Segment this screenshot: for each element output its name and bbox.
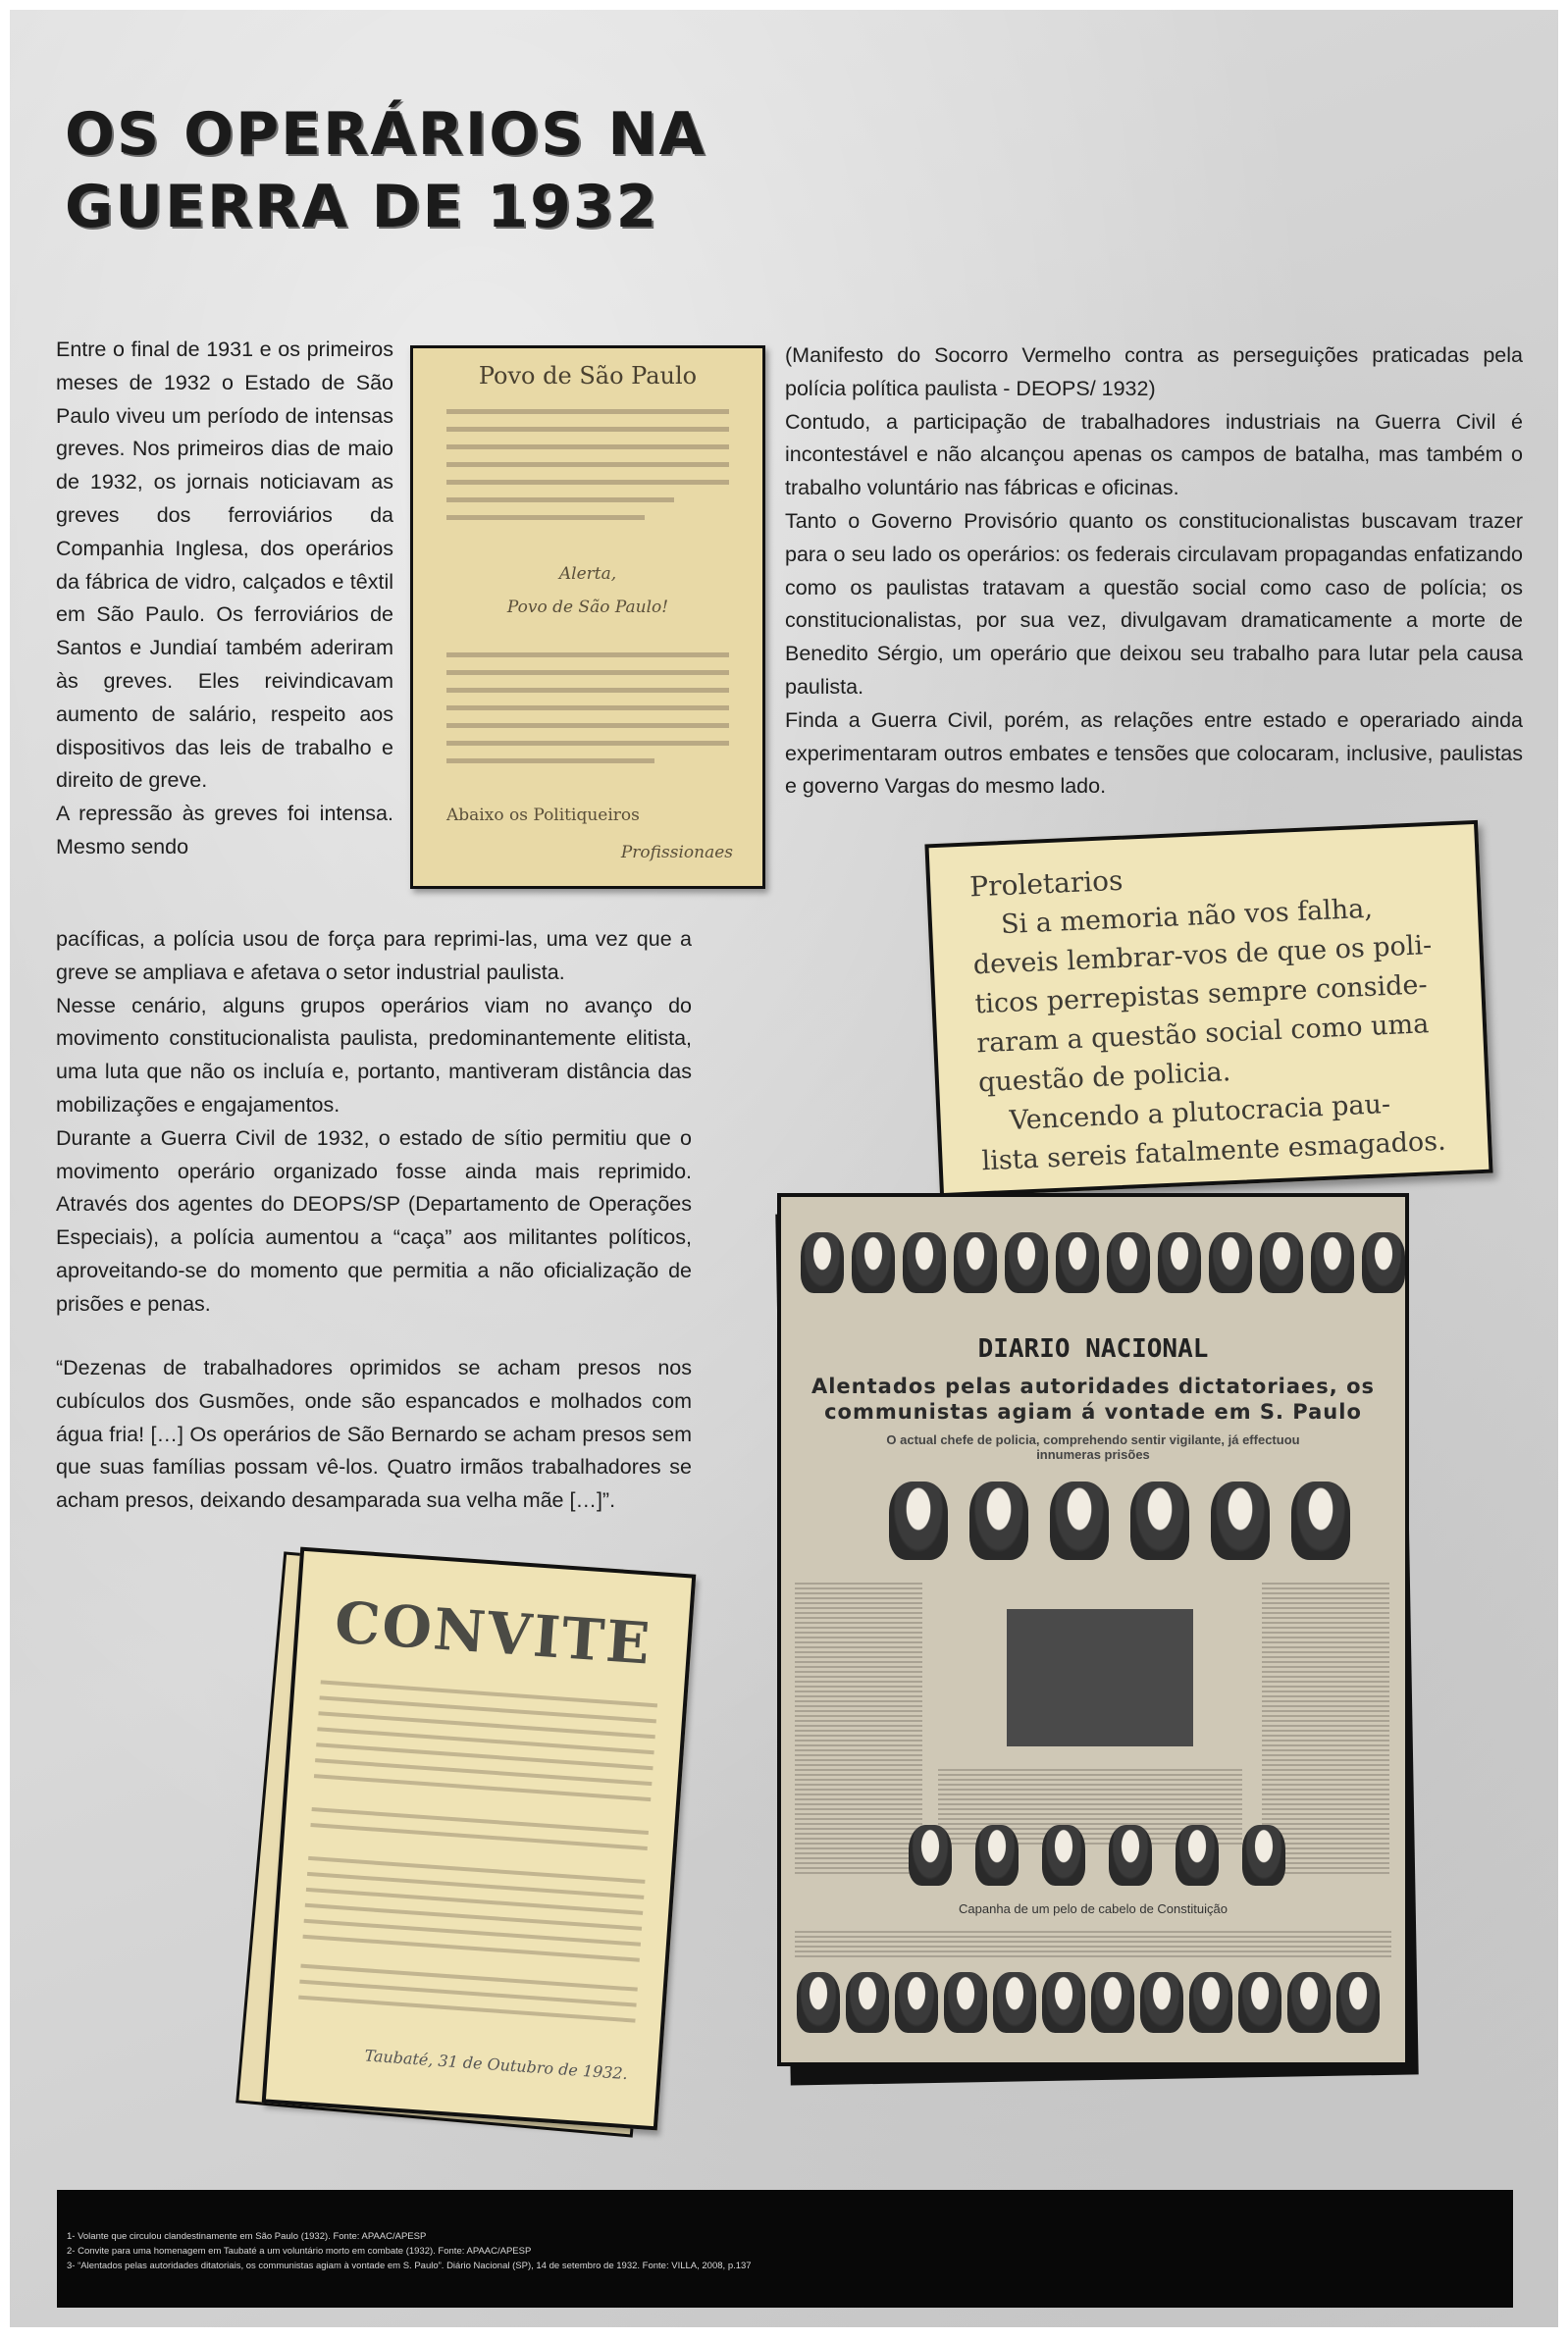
portrait [1107, 1232, 1150, 1293]
title-line-2: GUERRA DE 1932 [65, 173, 659, 241]
prol-line: raram a questão social como uma [975, 1009, 1430, 1060]
paragraph: (Manifesto do Socorro Vermelho contra as perseguições praticadas pela polícia política paulista - DEOPS/ 1932) [785, 343, 1523, 400]
paragraph: pacíficas, a polícia usou de força para reprimi-las, uma vez que a greve se ampliava e afetava o setor industrial paulista. [56, 927, 692, 984]
text-line [446, 462, 729, 467]
portrait [1311, 1232, 1354, 1293]
intro-paragraph-2: A repressão às greves foi intensa. Mesmo sendo [56, 802, 393, 858]
portrait-row [909, 1825, 1285, 1886]
convite-card [262, 1547, 697, 2131]
portrait [993, 1972, 1036, 2033]
text-line [446, 409, 729, 414]
newspaper-caption: Capanha de um pelo de cabelo de Constituição [959, 1901, 1228, 1916]
newspaper-column [795, 1580, 922, 1874]
portrait [1042, 1825, 1085, 1886]
portrait [909, 1825, 952, 1886]
footnote: 2- Convite para uma homenagem em Taubaté a um voluntário morto em combate (1932). Fonte: APAAC/APESP [67, 2246, 532, 2257]
newspaper-masthead: DIARIO NACIONAL [977, 1334, 1209, 1364]
text-line [446, 688, 729, 693]
portrait [1091, 1972, 1134, 2033]
newspaper-column [795, 1928, 1391, 1957]
portrait [903, 1232, 946, 1293]
intro-text [56, 334, 393, 864]
text-line [446, 515, 645, 520]
portrait [1130, 1482, 1189, 1560]
portrait [1005, 1232, 1048, 1293]
portrait [1242, 1825, 1285, 1886]
paragraph: Finda a Guerra Civil, porém, as relações entre estado e operariado ainda experimentaram outros embates e tensões que colocaram, inclusive, paulistas e governo Vargas do mesmo lado. [785, 707, 1523, 799]
page-title [65, 98, 830, 243]
portrait [852, 1232, 895, 1293]
portrait [969, 1482, 1028, 1560]
prol-line: questão de policia. [977, 1057, 1231, 1099]
paragraph: Durante a Guerra Civil de 1932, o estado de sítio permitiu que o movimento operário organizado fosse ainda mais reprimido. Através dos agentes do DEOPS/SP (Departamento de Operações Especiais), a polícia aumentou a “caça” aos militantes políticos, aproveitando-se do momento que permitia a não oficialização de prisões e penas. [56, 1125, 692, 1316]
convite-title: CONVITE [333, 1588, 654, 1678]
poster [10, 10, 1558, 2327]
portrait [1042, 1972, 1085, 2033]
portrait [1056, 1232, 1099, 1293]
paragraph: Contudo, a participação de trabalhadores industriais na Guerra Civil é incontestável e não alcançou apenas os campos de batalha, mas também o trabalho voluntário nas fábricas e oficinas. [785, 409, 1523, 500]
paragraph: Nesse cenário, alguns grupos operários viam no avanço do movimento constitucionalista paulista, predominantemente elitista, uma luta que não os incluía e, portanto, mantiveram distância das mobilizações e engajamentos. [56, 993, 692, 1117]
prol-line: Si a memoria não vos falha, [1000, 893, 1374, 941]
flyer-alert: Alerta, [558, 564, 617, 584]
manifesto-quote [56, 1352, 692, 1518]
prol-line: lista sereis fatalmente esmagados. [980, 1125, 1447, 1177]
footnote: 3- “Alentados pelas autoridades ditatoriais, os communistas agiam à vontade em S. Paulo”. Diário Nacional (SP), 14 de setembro de 1932. Fonte: VILLA, 2008, p.137 [67, 2261, 752, 2271]
portrait-row [889, 1482, 1350, 1560]
flyer-signature-2: Profissionaes [620, 843, 733, 862]
portrait [975, 1825, 1019, 1886]
title-line-1: OS OPERÁRIOS NA [65, 100, 706, 169]
footnote: 1- Volante que circulou clandestinamente em São Paulo (1932). Fonte: APAAC/APESP [67, 2231, 427, 2242]
flyer-alert-2: Povo de São Paulo! [506, 598, 669, 617]
text-line [446, 723, 729, 728]
portrait [889, 1482, 948, 1560]
quote-text: “Dezenas de trabalhadores oprimidos se acham presos nos cubículos dos Gusmões, onde são espancados e molhados com água fria! […] Os operários de São Bernardo se acham presos sem que suas famílias possam vê-los. Quatro irmãos trabalhadores se acham presos, deixando desamparada sua velha mãe […]”. [56, 1356, 692, 1513]
prol-line: Vencendo a plutocracia pau- [1009, 1089, 1391, 1136]
text-line [446, 652, 729, 657]
text-line [446, 758, 654, 763]
newspaper-subheadline: O actual chefe de policia, comprehendo sentir vigilante, já effectuou innumeras prisões [886, 1432, 1300, 1462]
portrait [1109, 1825, 1152, 1886]
portrait [1336, 1972, 1380, 2033]
portrait [797, 1972, 840, 2033]
text-line [446, 444, 729, 449]
portrait [895, 1972, 938, 2033]
prol-line: ticos perrepistas sempre conside- [973, 969, 1429, 1020]
portrait [1362, 1232, 1405, 1293]
portrait [1050, 1482, 1109, 1560]
text-line [321, 1680, 657, 1707]
text-line [446, 741, 729, 746]
flyer-signature: Abaixo os Politiqueiros [446, 806, 640, 825]
text-line [308, 1856, 645, 1884]
portrait [801, 1232, 844, 1293]
portrait [1238, 1972, 1281, 2033]
text-line [446, 497, 674, 502]
portrait [846, 1972, 889, 2033]
text-line [300, 1964, 637, 1992]
text-line [446, 705, 729, 710]
prol-line: Proletarios [968, 863, 1124, 904]
portrait [1291, 1482, 1350, 1560]
intro-paragraph: Entre o final de 1931 e os primeiros meses de 1932 o Estado de São Paulo viveu um período de intensas greves. Nos primeiros dias de maio de 1932, os jornais noticiavam as greves dos ferroviários da Companhia Inglesa, dos operários da fábrica de vidro, calçados e têxtil em São Paulo. Os ferroviários de Santos e Jundiaí também aderiram às greves. Eles reivindicavam aumento de salário, respeito aos dispositivos das leis de trabalho e direito de greve. [56, 338, 393, 793]
flyer-heading: Povo de São Paulo [478, 362, 698, 390]
portrait [944, 1972, 987, 2033]
newspaper-photo [1007, 1609, 1193, 1746]
text-line [446, 480, 729, 485]
portrait [954, 1232, 997, 1293]
flyer-proletarios [924, 820, 1492, 1197]
repression-text [56, 923, 692, 1322]
convite-date: Taubaté, 31 de Outubro de 1932. [363, 2046, 629, 2084]
portrait [1176, 1825, 1219, 1886]
right-column-text [785, 339, 1523, 804]
newspaper-headline: Alentados pelas autoridades dictatoriaes, os communistas agiam á vontade em S. Paulo [810, 1375, 1376, 1424]
flyer-povo-de-sao-paulo [410, 345, 765, 889]
portrait-row [801, 1232, 1405, 1293]
portrait [1211, 1482, 1270, 1560]
text-line [312, 1807, 649, 1835]
prol-line: deveis lembrar-vos de que os poli- [972, 930, 1433, 981]
text-line [446, 427, 729, 432]
text-line [446, 670, 729, 675]
portrait [1189, 1972, 1232, 2033]
footer-credits [57, 2190, 1513, 2308]
portrait [1140, 1972, 1183, 2033]
portrait [1287, 1972, 1331, 2033]
portrait [1209, 1232, 1252, 1293]
portrait [1158, 1232, 1201, 1293]
portrait-row [797, 1972, 1380, 2033]
newspaper-diario-nacional [777, 1193, 1409, 2066]
paragraph: Tanto o Governo Provisório quanto os constitucionalistas buscavam trazer para o seu lado os operários: os federais circulavam propagandas enfatizando como os paulistas tratavam a questão social como caso de polícia; os constitucionalistas, por sua vez, divulgavam dramaticamente a morte de Benedito Sérgio, um operário que deixou seu trabalho para lutar pela causa paulista. [785, 508, 1523, 699]
portrait [1260, 1232, 1303, 1293]
